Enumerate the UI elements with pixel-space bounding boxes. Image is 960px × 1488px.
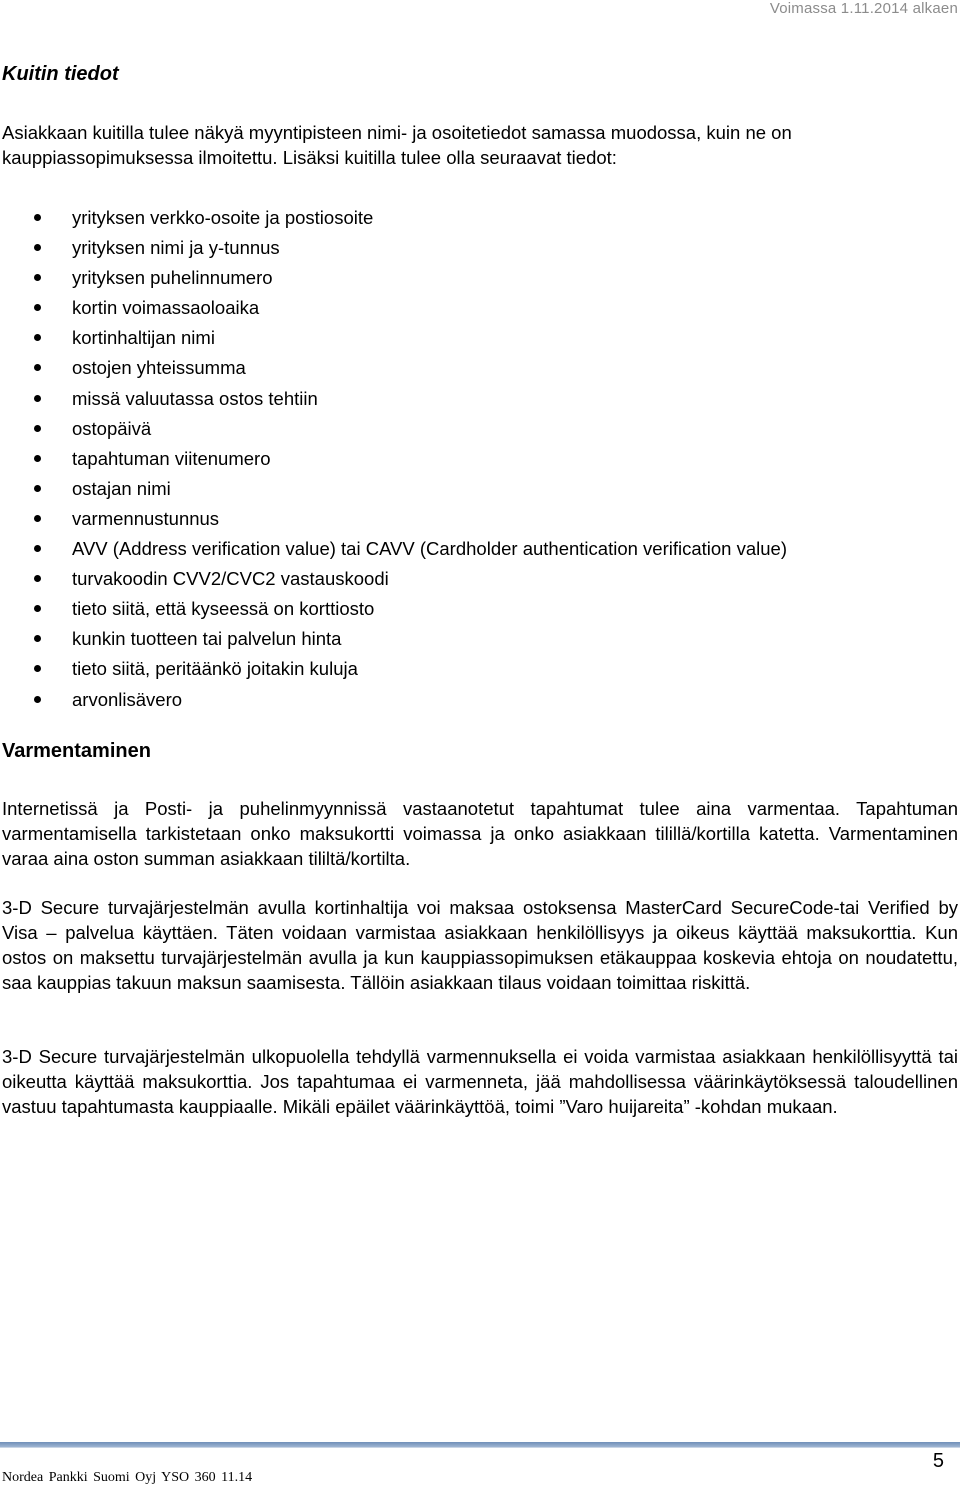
- footer-company-code: Nordea Pankki Suomi Oyj YSO 360 11.14: [2, 1470, 253, 1485]
- list-item: yrityksen puhelinnumero: [2, 265, 958, 295]
- receipt-section-title: Kuitin tiedot: [2, 63, 119, 85]
- bullet-icon: [34, 455, 41, 462]
- list-item: varmennustunnus: [2, 506, 958, 536]
- list-item: ostajan nimi: [2, 476, 958, 506]
- bullet-icon: [34, 605, 41, 612]
- bullet-icon: [34, 635, 41, 642]
- bullet-icon: [34, 425, 41, 432]
- page-number: 5: [932, 1450, 944, 1472]
- bullet-icon: [34, 515, 41, 522]
- verification-paragraph-2: 3-D Secure turvajärjestelmän avulla kortinhaltija voi maksaa ostoksensa MasterCard SecureCode-tai Verified by Visa – palvelua käyttäen. Täten voidaan varmistaa asiakkaan henkilöllisyys ja oikeus käyttää maksukorttia. Kun ostos on maksettu turvajärjestelmän avulla ja kun kauppiassopimuksen etäkauppaa koskevia ehtoja on noudatettu, saa kauppias takuun maksun saamisesta. Tällöin asiakkaan tilaus voidaan toimittaa riskittä.: [2, 897, 958, 993]
- footer-divider: [0, 1442, 960, 1448]
- bullet-icon: [34, 575, 41, 582]
- list-item: tapahtuman viitenumero: [2, 446, 958, 476]
- list-item: arvonlisävero: [2, 687, 958, 717]
- validity-date: Voimassa 1.11.2014 alkaen: [769, 0, 958, 17]
- list-item: tieto siitä, peritäänkö joitakin kuluja: [2, 656, 958, 686]
- receipt-required-fields-list: [2, 205, 958, 717]
- list-item: tieto siitä, että kyseessä on korttiosto: [2, 596, 958, 626]
- bullet-icon: [34, 485, 41, 492]
- bullet-icon: [34, 665, 41, 672]
- list-item: ostopäivä: [2, 416, 958, 446]
- list-item: AVV (Address verification value) tai CAVV (Cardholder authentication verification value): [2, 536, 958, 566]
- bullet-icon: [34, 364, 41, 371]
- bullet-icon: [34, 696, 41, 703]
- bullet-icon: [34, 334, 41, 341]
- list-item: kortinhaltijan nimi: [2, 325, 958, 355]
- list-item: kortin voimassaoloaika: [2, 295, 958, 325]
- verification-paragraph-1: Internetissä ja Posti- ja puhelinmyynnissä vastaanotetut tapahtumat tulee aina varmentaa. Tapahtuman varmentamisella tarkistetaan onko maksukortti voimassa ja onko asiakkaan tilillä/kortilla katetta. Varmentaminen varaa aina oston summan asiakkaan tililtä/kortilta.: [2, 798, 958, 869]
- list-item: yrityksen nimi ja y-tunnus: [2, 235, 958, 265]
- bullet-icon: [34, 545, 41, 552]
- bullet-icon: [34, 304, 41, 311]
- list-item: yrityksen verkko-osoite ja postiosoite: [2, 205, 958, 235]
- receipt-intro-paragraph: Asiakkaan kuitilla tulee näkyä myyntipisteen nimi- ja osoitetiedot samassa muodossa, kuin ne on kauppiassopimuksessa ilmoitettu. Lisäksi kuitilla tulee olla seuraavat tiedot:: [2, 122, 792, 168]
- bullet-icon: [34, 274, 41, 281]
- bullet-icon: [34, 244, 41, 251]
- list-item: ostojen yhteissumma: [2, 355, 958, 385]
- verification-section-title: Varmentaminen: [2, 740, 151, 762]
- verification-paragraph-3: 3-D Secure turvajärjestelmän ulkopuolella tehdyllä varmennuksella ei voida varmistaa asiakkaan henkilöllisyyttä tai oikeutta käyttää maksukorttia. Jos tapahtumaa ei varmenneta, jää mahdollisessa väärinkäytöksessä taloudellinen vastuu tapahtumasta kauppiaalle. Mikäli epäilet väärinkäyttöä, toimi ”Varo huijareita” -kohdan mukaan.: [2, 1046, 958, 1117]
- bullet-icon: [34, 395, 41, 402]
- list-item: missä valuutassa ostos tehtiin: [2, 386, 958, 416]
- list-item: kunkin tuotteen tai palvelun hinta: [2, 626, 958, 656]
- bullet-icon: [34, 214, 41, 221]
- list-item: turvakoodin CVV2/CVC2 vastauskoodi: [2, 566, 958, 596]
